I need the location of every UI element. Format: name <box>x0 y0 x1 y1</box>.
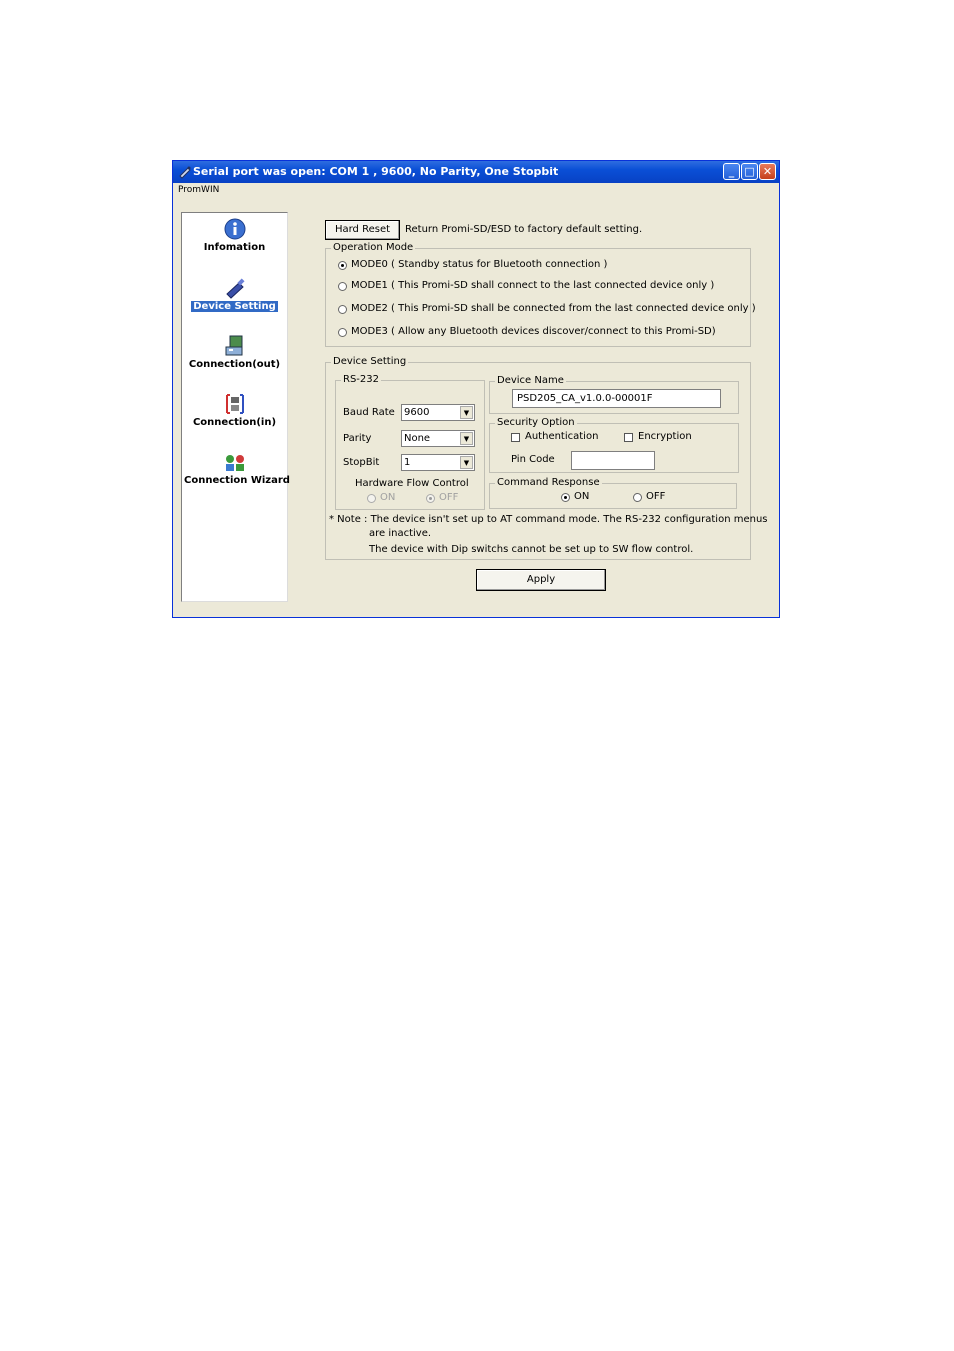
command-response-off-label: OFF <box>646 491 666 502</box>
chevron-down-icon: ▼ <box>460 406 473 419</box>
device-name-legend: Device Name <box>497 375 564 386</box>
mode1-label: MODE1 ( This Promi-SD shall connect to the last connected device only ) <box>351 280 715 291</box>
pin-code-label: Pin Code <box>511 454 555 465</box>
minimize-button[interactable]: _ <box>723 163 740 180</box>
sidebar-item-label: Connection(in) <box>192 417 277 428</box>
sidebar-item-connection-wizard[interactable] <box>182 451 290 486</box>
sidebar-item-label: Connection(out) <box>188 359 281 370</box>
chevron-down-icon: ▼ <box>460 432 473 445</box>
baud-rate-value: 9600 <box>404 407 430 418</box>
sidebar-item-device-setting[interactable] <box>182 277 287 312</box>
command-response-group <box>489 477 737 509</box>
baud-rate-label: Baud Rate <box>343 407 395 418</box>
sidebar-item-label: Infomation <box>203 242 266 253</box>
note-line-3: The device with Dip switchs cannot be set up to SW flow control. <box>369 544 694 555</box>
device-setting-group <box>325 356 768 560</box>
title-bar[interactable] <box>173 161 779 183</box>
hard-reset-button[interactable]: Hard Reset <box>325 220 400 240</box>
security-option-legend: Security Option <box>497 417 575 428</box>
mode2-label: MODE2 ( This Promi-SD shall be connected from the last connected device only ) <box>351 303 756 314</box>
info-icon <box>223 218 247 240</box>
parity-select[interactable] <box>401 430 475 447</box>
parity-label: Parity <box>343 433 372 444</box>
maximize-button[interactable]: □ <box>741 163 758 180</box>
rs232-group <box>335 374 485 510</box>
sidebar-item-connection-in[interactable] <box>182 393 287 428</box>
authentication-checkbox[interactable] <box>511 433 520 442</box>
sidebar-item-connection-out[interactable] <box>182 335 287 370</box>
command-response-on-radio[interactable] <box>561 493 570 502</box>
app-icon <box>178 165 192 179</box>
sidebar-item-label: Device Setting <box>193 301 276 312</box>
app-window <box>172 160 780 618</box>
parity-value: None <box>404 433 431 444</box>
stopbit-select[interactable] <box>401 454 475 471</box>
rs232-legend: RS-232 <box>343 374 379 385</box>
pin-code-input[interactable] <box>571 451 655 470</box>
mode0-label: MODE0 ( Standby status for Bluetooth connection ) <box>351 259 608 270</box>
stopbit-value: 1 <box>404 457 411 468</box>
apply-button[interactable]: Apply <box>476 569 606 591</box>
operation-mode-group <box>325 242 756 347</box>
hw-flow-on-radio[interactable] <box>367 494 376 503</box>
device-name-value: PSD205_CA_v1.0.0-00001F <box>517 393 653 404</box>
command-response-on-label: ON <box>574 491 590 502</box>
connection-out-icon <box>223 335 247 357</box>
authentication-label: Authentication <box>525 431 599 442</box>
device-icon <box>223 277 247 299</box>
hw-flow-label: Hardware Flow Control <box>355 478 469 489</box>
device-name-input[interactable] <box>512 389 721 408</box>
mode1-radio[interactable] <box>338 282 347 291</box>
menu-bar[interactable]: PromWIN <box>178 185 220 195</box>
encryption-label: Encryption <box>638 431 692 442</box>
window-title: Serial port was open: COM 1 , 9600, No Parity, One Stopbit <box>193 165 559 178</box>
command-response-off-radio[interactable] <box>633 493 642 502</box>
wizard-icon <box>223 451 247 473</box>
security-option-group <box>489 417 739 473</box>
note-line-2: are inactive. <box>369 528 432 539</box>
device-setting-legend: Device Setting <box>333 356 407 367</box>
mode3-radio[interactable] <box>338 328 347 337</box>
close-button[interactable]: ✕ <box>759 163 776 180</box>
baud-rate-select[interactable] <box>401 404 475 421</box>
note-line-1: * Note : The device isn't set up to AT command mode. The RS-232 configuration menus <box>329 514 768 525</box>
sidebar-item-information[interactable] <box>182 218 287 253</box>
hw-flow-off-label: OFF <box>439 492 459 503</box>
mode3-label: MODE3 ( Allow any Bluetooth devices discover/connect to this Promi-SD) <box>351 326 716 337</box>
sidebar-item-label: Connection Wizard <box>184 475 290 486</box>
mode0-radio[interactable] <box>338 261 347 270</box>
connection-in-icon <box>223 393 247 415</box>
chevron-down-icon: ▼ <box>460 456 473 469</box>
hw-flow-on-label: ON <box>380 492 396 503</box>
hw-flow-off-radio[interactable] <box>426 494 435 503</box>
encryption-checkbox[interactable] <box>624 433 633 442</box>
command-response-legend: Command Response <box>497 477 600 488</box>
sidebar <box>181 212 288 602</box>
device-name-group <box>489 375 739 414</box>
mode2-radio[interactable] <box>338 305 347 314</box>
hard-reset-description: Return Promi-SD/ESD to factory default setting. <box>405 224 643 235</box>
operation-mode-legend: Operation Mode <box>333 242 414 253</box>
stopbit-label: StopBit <box>343 457 380 468</box>
